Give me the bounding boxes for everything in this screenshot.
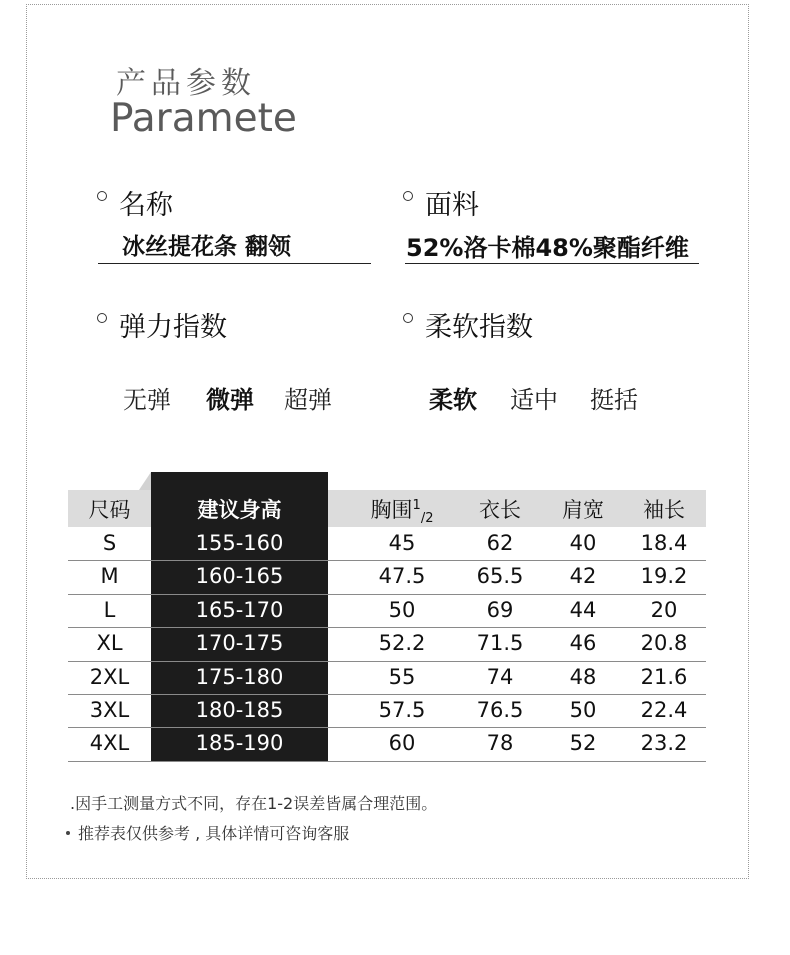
cell-height: 155-160	[195, 531, 284, 555]
cell-size: 2XL	[89, 664, 130, 689]
header-sleeve: 袖长	[643, 498, 685, 522]
title-english: Paramete	[110, 96, 297, 141]
elasticity-option-high: 超弹	[284, 386, 332, 414]
cell-height: 185-190	[195, 731, 284, 756]
header-height: 建议身高	[197, 498, 282, 522]
header-size: 尺码	[88, 498, 131, 522]
cell-length: 62	[486, 531, 514, 555]
dot-icon	[66, 831, 70, 835]
cell-chest: 47.5	[378, 564, 426, 589]
softness-option-medium: 适中	[510, 386, 558, 414]
name-label: 名称	[119, 190, 173, 221]
table-row-divider	[68, 761, 706, 762]
bullet-icon	[403, 191, 413, 201]
cell-shoulder: 40	[569, 531, 597, 555]
elasticity-option-none: 无弹	[123, 386, 171, 414]
cell-height: 160-165	[195, 564, 284, 589]
cell-chest: 50	[388, 597, 416, 622]
table-row-divider	[68, 594, 706, 595]
cell-sleeve: 20	[650, 597, 678, 622]
cell-chest: 55	[388, 664, 416, 689]
cell-length: 74	[486, 664, 514, 689]
cell-size: L	[103, 597, 116, 622]
cell-sleeve: 18.4	[640, 531, 688, 555]
elasticity-option-slight: 微弹	[206, 386, 254, 414]
note-measurement: .因手工测量方式不同，存在1-2误差皆属合理范围。	[70, 794, 438, 813]
table-row-divider	[68, 727, 706, 728]
table-row-divider	[68, 627, 706, 628]
cell-sleeve: 22.4	[640, 698, 688, 722]
header-shoulder: 肩宽	[562, 498, 604, 522]
cell-shoulder: 48	[569, 664, 597, 689]
cell-size: 3XL	[89, 698, 130, 722]
name-underline	[98, 263, 371, 264]
header-chest: 胸围$^1_{/2}$	[370, 498, 434, 527]
cell-size: XL	[96, 631, 123, 656]
cell-length: 65.5	[476, 564, 524, 589]
cell-height: 165-170	[195, 597, 284, 622]
cell-size: 4XL	[89, 731, 130, 756]
cell-sleeve: 23.2	[640, 731, 688, 756]
cell-shoulder: 52	[569, 731, 597, 756]
cell-length: 69	[486, 597, 514, 622]
cell-shoulder: 42	[569, 564, 597, 589]
cell-size: M	[100, 564, 119, 589]
table-row-divider	[68, 661, 706, 662]
fabric-underline	[405, 263, 699, 264]
cell-sleeve: 20.8	[640, 631, 688, 656]
cell-height: 175-180	[195, 664, 284, 689]
table-row-divider	[68, 560, 706, 561]
cell-height: 180-185	[195, 698, 284, 722]
header-tab-shape	[139, 472, 151, 490]
name-value: 冰丝提花条 翻领	[122, 234, 292, 260]
softness-option-stiff: 挺括	[590, 386, 638, 414]
fabric-value: 52%洛卡棉48%聚酯纤维	[406, 234, 689, 262]
title-chinese: 产品参数	[116, 66, 256, 101]
cell-sleeve: 19.2	[640, 564, 688, 589]
softness-label: 柔软指数	[425, 312, 533, 343]
fabric-label: 面料	[425, 190, 479, 221]
cell-chest: 52.2	[378, 631, 426, 656]
softness-option-soft: 柔软	[429, 386, 477, 414]
table-row-divider	[68, 694, 706, 695]
cell-length: 76.5	[476, 698, 524, 722]
cell-length: 71.5	[476, 631, 524, 656]
header-length: 衣长	[479, 498, 521, 522]
note-reference: 推荐表仅供参考 , 具体详情可咨询客服	[78, 824, 350, 843]
cell-shoulder: 46	[569, 631, 597, 656]
cell-chest: 60	[388, 731, 416, 756]
cell-chest: 45	[388, 531, 416, 555]
cell-sleeve: 21.6	[640, 664, 688, 689]
cell-chest: 57.5	[378, 698, 426, 722]
cell-height: 170-175	[195, 631, 284, 656]
bullet-icon	[97, 191, 107, 201]
cell-length: 78	[486, 731, 514, 756]
cell-shoulder: 44	[569, 597, 597, 622]
bullet-icon	[403, 313, 413, 323]
cell-shoulder: 50	[569, 698, 597, 722]
cell-size: S	[102, 531, 117, 555]
elasticity-label: 弹力指数	[119, 312, 227, 343]
bullet-icon	[97, 313, 107, 323]
